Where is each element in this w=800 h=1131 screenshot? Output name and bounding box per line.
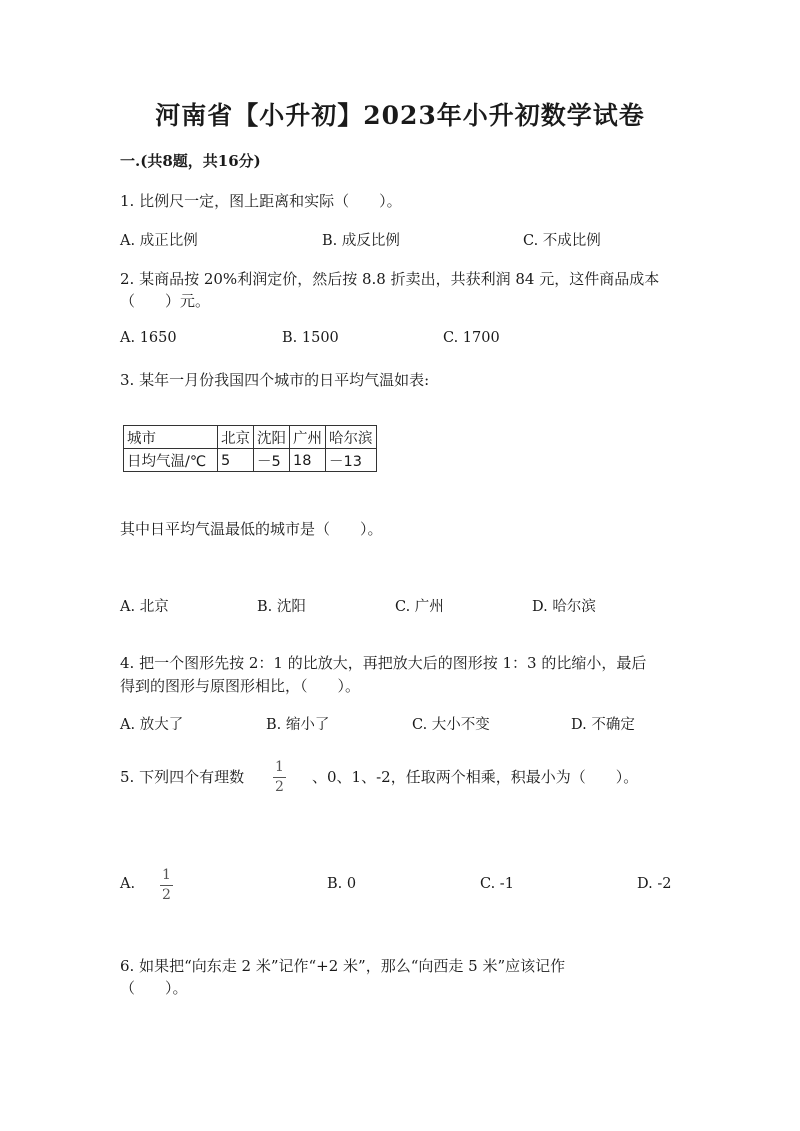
temperature-table [123,425,377,472]
table-cell: 城市 [124,426,218,449]
question-2-line2: （ ）元。 [120,292,211,310]
q2-option-a: A. 1650 [120,330,177,346]
question-4-line1: 4. 把一个图形先按 2：1 的比放大，再把放大后的图形按 1：3 的比缩小，最后 [120,654,647,672]
q4-option-c: C. 大小不变 [412,717,490,733]
q4-option-d: D. 不确定 [571,717,635,733]
fraction-denominator: 2 [275,779,284,795]
page-title: 河南省【小升初】2023年小升初数学试卷 [155,101,645,130]
q5-option-a-fraction [160,868,173,903]
q1-option-a: A. 成正比例 [120,233,198,249]
question-3-followup: 其中日平均气温最低的城市是（ ）。 [120,520,383,538]
table-cell: －5 [254,449,290,472]
table-cell: 哈尔滨 [326,426,377,449]
question-6-line1: 6. 如果把“向东走 2 米”记作“+2 米”，那么“向西走 5 米”应该记作 [120,957,566,975]
fraction-one-half [273,760,286,795]
question-1-text: 1. 比例尺一定，图上距离和实际（ ）。 [120,192,402,210]
table-cell: 18 [290,449,326,472]
table-cell: 5 [218,449,254,472]
q1-option-b: B. 成反比例 [322,233,400,249]
table-cell: 北京 [218,426,254,449]
q1-option-c: C. 不成比例 [523,233,601,249]
q2-option-c: C. 1700 [443,330,500,346]
table-header-row [124,426,377,449]
q4-option-a: A. 放大了 [120,717,184,733]
q5-option-b: B. 0 [327,876,357,892]
fraction-numerator: 1 [162,867,171,883]
q5-option-a-label: A. [120,876,136,892]
q5-option-d: D. -2 [637,876,672,892]
fraction-bar [273,777,286,778]
q3-option-a: A. 北京 [120,599,169,615]
table-row [124,449,377,472]
question-3-text: 3. 某年一月份我国四个城市的日平均气温如表: [120,371,430,389]
question-2-line1: 2. 某商品按 20%利润定价，然后按 8.8 折卖出，共获利润 84 元，这件商品成本 [120,270,660,288]
q3-option-d: D. 哈尔滨 [532,599,596,615]
section-heading: 一.(共8题，共16分) [120,152,261,170]
question-5-prefix: 5. 下列四个有理数 [120,768,245,786]
q2-option-b: B. 1500 [282,330,339,346]
fraction-bar [160,885,173,886]
q4-option-b: B. 缩小了 [266,717,330,733]
table-cell: －13 [326,449,377,472]
fraction-numerator: 1 [275,759,284,775]
fraction-denominator: 2 [162,887,171,903]
q5-option-c: C. -1 [480,876,514,892]
table-cell: 沈阳 [254,426,290,449]
q3-option-b: B. 沈阳 [257,599,306,615]
table-cell: 广州 [290,426,326,449]
question-5-suffix: 、0、1、-2，任取两个相乘，积最小为（ ）。 [312,768,639,786]
question-6-line2: （ ）。 [120,979,188,997]
question-4-line2: 得到的图形与原图形相比，（ ）。 [120,677,361,695]
table-cell: 日均气温/℃ [124,449,218,472]
q3-option-c: C. 广州 [395,599,444,615]
